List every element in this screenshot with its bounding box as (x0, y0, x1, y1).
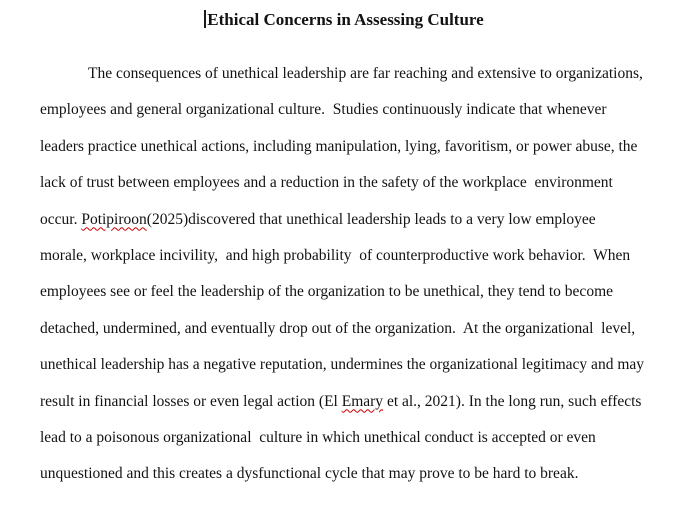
text-segment: unethical leadership has a negative reputation, undermines the organizational legitimacy and may (40, 356, 645, 374)
misspelled-word[interactable]: Emary (341, 392, 384, 410)
document-title[interactable] (0, 0, 688, 32)
text-segment: employees and general organizational culture. Studies continuously indicate that whenever (40, 101, 607, 119)
text-segment: The consequences of unethical leadership are far reaching and extensive to organizations, (88, 65, 643, 82)
text-line[interactable] (40, 274, 678, 310)
text-line[interactable] (40, 420, 678, 456)
text-line[interactable] (40, 384, 678, 420)
text-segment: unquestioned and this creates a dysfunctional cycle that may prove to be hard to break. (40, 465, 579, 483)
text-line[interactable] (40, 202, 678, 238)
text-segment: employees see or feel the leadership of the organization to be unethical, they tend to become (40, 283, 614, 301)
text-line[interactable] (40, 347, 678, 383)
text-line[interactable] (40, 456, 678, 492)
text-segment: lead to a poisonous organizational culture in which unethical conduct is accepted or even (40, 428, 596, 446)
text-line[interactable] (40, 129, 678, 165)
text-caret (204, 10, 206, 28)
text-line[interactable] (40, 311, 678, 347)
text-segment: detached, undermined, and eventually drop out of the organization. At the organizational level, (40, 319, 636, 337)
text-segment: leaders practice unethical actions, including manipulation, lying, favoritism, or power abuse, the (40, 137, 638, 155)
text-segment: (2025)discovered that unethical leadership leads to a very low employee (146, 210, 596, 228)
document-body[interactable] (0, 56, 688, 493)
text-segment: occur. (40, 210, 82, 228)
misspelled-word[interactable]: Potipiroon (81, 210, 147, 228)
text-line[interactable] (40, 238, 678, 274)
text-segment: morale, workplace incivility, and high probability of counterproductive work behavior. When (40, 246, 631, 264)
title-text: Ethical Concerns in Assessing Culture (207, 10, 484, 29)
text-segment: et al., 2021). In the long run, such effects (383, 392, 642, 410)
text-line[interactable] (40, 165, 678, 201)
text-segment: lack of trust between employees and a reduction in the safety of the workplace environment (40, 174, 613, 192)
text-line[interactable] (40, 56, 678, 92)
text-segment: result in financial losses or even legal action (El (40, 392, 342, 410)
text-line[interactable] (40, 92, 678, 128)
